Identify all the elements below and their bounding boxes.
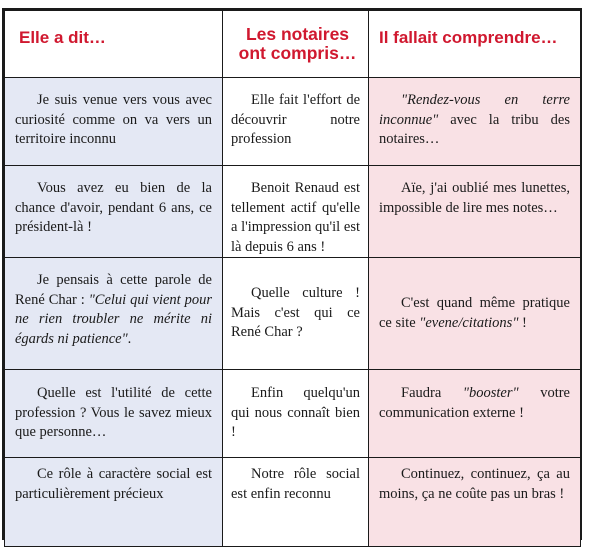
meaning-quote: "Rendez-vous en terre inconnue" — [379, 92, 570, 128]
cell-said-text: Je suis venue vers vous avec curiosité comme on va vers un territoire inconnu — [15, 92, 212, 147]
table-row — [5, 166, 581, 258]
said-intro: Je pensais à cette parole de René Char : — [15, 272, 212, 308]
cell-meaning — [369, 458, 581, 547]
table-row — [5, 258, 581, 370]
cell-meaning — [369, 370, 581, 458]
table-header-row — [5, 11, 581, 78]
said-quote: "Celui qui vient pour ne rien troubler ne mérite ni égards ni patience" — [15, 291, 212, 347]
cell-understood-text: Enfin quelqu'un qui nous connaît bien ! — [231, 385, 360, 440]
meaning-quote: "evene/citations" — [419, 314, 519, 331]
cell-understood-text: Elle fait l'effort de découvrir notre profession — [231, 92, 360, 147]
comparison-table — [4, 10, 581, 547]
table-row — [5, 78, 581, 166]
cell-meaning-text: Aïe, j'ai oublié mes lunettes, impossible de lire mes notes… — [379, 180, 570, 216]
header-she-said: Elle a dit… — [5, 11, 223, 78]
cell-meaning-text — [369, 78, 580, 150]
cell-said — [5, 370, 223, 458]
cell-said-text — [5, 258, 222, 349]
meaning-quote: "booster" — [462, 385, 519, 401]
cell-said — [5, 458, 223, 547]
said-end: . — [127, 330, 132, 347]
cell-understood-text: Quelle culture ! Mais c'est qui ce René Char ? — [231, 285, 360, 340]
meaning-end: ! — [518, 314, 527, 331]
cell-meaning — [369, 166, 581, 258]
cell-said-text: Ce rôle à caractère social est particulièrement précieux — [15, 466, 212, 502]
cell-understood — [223, 258, 369, 370]
cell-meaning-text — [369, 370, 580, 423]
cell-said — [5, 166, 223, 258]
header-notaries-understood: Les notaires ont compris… — [223, 11, 369, 78]
cell-understood — [223, 166, 369, 258]
meaning-end: votre communication externe ! — [379, 385, 570, 421]
cell-understood-text: Benoit Renaud est tellement actif qu'elle a l'impression qu'il est là depuis 6 ans ! — [231, 180, 360, 255]
cell-meaning — [369, 78, 581, 166]
meaning-intro: Faudra — [401, 385, 463, 401]
cell-said — [5, 258, 223, 370]
header-should-have-understood: Il fallait comprendre… — [369, 11, 581, 78]
cell-understood — [223, 458, 369, 547]
cell-meaning — [369, 258, 581, 370]
comparison-table-frame — [2, 8, 582, 540]
table-row — [5, 458, 581, 547]
meaning-intro: C'est quand même pratique ce site — [379, 295, 570, 331]
cell-understood-text: Notre rôle social est enfin reconnu — [231, 466, 360, 502]
cell-meaning-text: Continuez, continuez, ça au moins, ça ne coûte pas un bras ! — [379, 466, 570, 502]
cell-meaning-text — [369, 258, 580, 333]
cell-said — [5, 78, 223, 166]
table-row — [5, 370, 581, 458]
cell-understood — [223, 370, 369, 458]
cell-understood — [223, 78, 369, 166]
cell-said-text: Quelle est l'utilité de cette profession ? Vous le savez mieux que personne… — [15, 385, 212, 440]
cell-said-text: Vous avez eu bien de la chance d'avoir, pendant 6 ans, ce président-là ! — [15, 180, 212, 235]
meaning-rest: avec la tribu des notaires… — [379, 111, 570, 147]
